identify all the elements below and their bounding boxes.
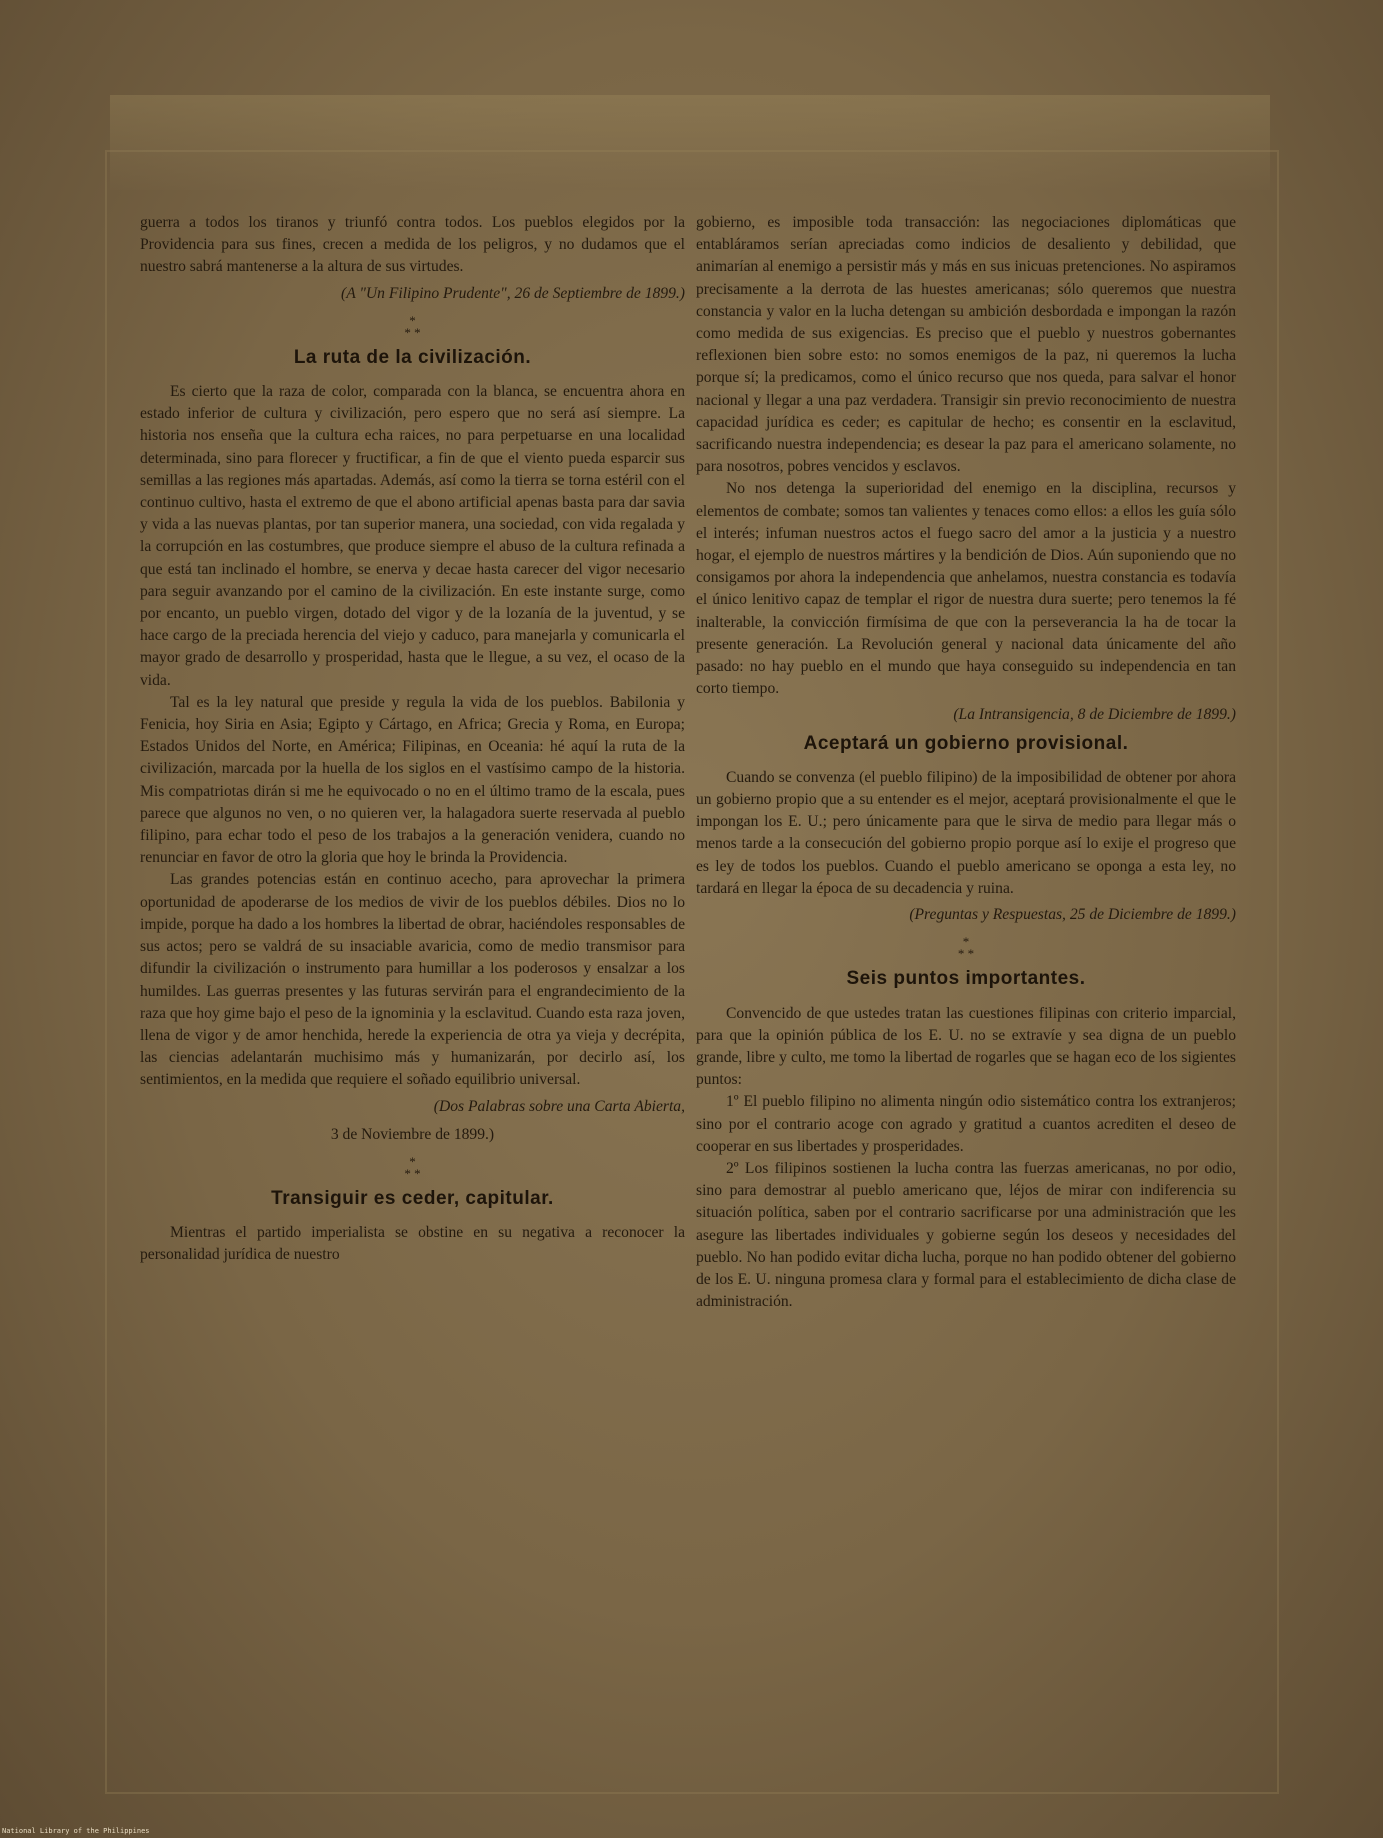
- citation-date: 3 de Noviembre de 1899.): [330, 1125, 495, 1143]
- paragraph: Es cierto que la raza de color, comparada con la blanca, se encuentra ahora en estado inferior de cultura y civilización, pero espero que no será así siempre. La historia nos enseña que la cultura echa raices, no para perpetuarse en una localidad determinada, sino para florecer y fructificar, a fin de que el viento pueda esparcir sus semillas a las regiones más apartadas. Además, así como la tierra se torna estéril con el continuo cultivo, hasta el extremo de que el abono artificial apenas basta para dar savia y vida a las nuevas plantas, por tan superior manera, una sociedad, con vida regalada y la corrupción en las costumbres, que produce siempre el abuso de la cultura refinada a que está tan inclinado el hombre, se enerva y decae hasta carecer del vigor necesario para seguir avanzando por el camino de la civilización. En este instante surge, como por encanto, un pueblo virgen, dotado del vigor y de la lozanía de la juventud, y se hace cargo de la preciada herencia del viejo y caduco, para manejarla y comunicarla el mayor grado de desarrollo y prosperidad, hasta que le llegue, a su vez, el ocaso de la vida.: [140, 383, 685, 689]
- section-divider: * * *: [957, 934, 975, 962]
- left-column: [140, 212, 685, 1267]
- citation: (A "Un Filipino Prudente", 26 de Septiembre de 1899.): [341, 284, 685, 302]
- paragraph: gobierno, es imposible toda transacción: las negociaciones diplomáticas que entabláramos serían apreciadas como indicios de desaliento y debilidad, que animarían al enemigo a persistir más y más en sus inicuas pretenciones. No aspiramos precisamente a la derrota de las huestes americanas; sólo queremos que nuestra constancia y valor en la lucha detengan su ambición desbordada e impongan la razón como medida de sus exigencias. Es preciso que el pueblo y nuestros gobernantes reflexionen bien sobre esto: no somos enemigos de la paz, ni queremos la lucha porque sí; la predicamos, como el único recurso que nos queda, para salvar el honor nacional y llegar a una paz verdadera. Transigir sin previo reconocimiento de nuestra capacidad jurídica es ceder; es capitular de hecho; es consentir en la esclavitud, sacrificando nuestra independencia; es desear la paz para el americano solamente, no para nosotros, pobres vencidos y esclavos.: [696, 214, 1236, 476]
- paragraph: guerra a todos los tiranos y triunfó contra todos. Los pueblos elegidos por la Providencia para sus fines, crecen a medida de los peligros, y no dudamos que el nuestro sabrá mantenerse a la altura de sus virtudes.: [140, 214, 685, 276]
- section-heading: Transiguir es ceder, capitular.: [271, 1187, 554, 1209]
- citation: (Preguntas y Respuestas, 25 de Diciembre de 1899.): [909, 906, 1236, 924]
- paragraph: Convencido de que ustedes tratan las cuestiones filipinas con criterio imparcial, para que la opinión pública de los E. U. no se extravíe y sea digna de un pueblo grande, libre y culto, me tomo la libertad de rogarles que se hagan eco de los sigientes puntos:: [696, 1004, 1236, 1089]
- citation: (La Intransigencia, 8 de Diciembre de 1899.): [953, 706, 1236, 724]
- paragraph: Las grandes potencias están en continuo acecho, para aprovechar la primera oportunidad de apoderarse de los medios de vivir de los pueblos débiles. Dios no lo impide, porque ha dado a los hombres la libertad de obrar, haciéndoles responsables de sus actos; pero se valdrá de su insaciable avaricia, como de medio transmisor para difundir la civilización o instrumento para humillar a los poderosos y ensalzar a los humildes. Las guerras presentes y las futuras servirán para el engrandecimiento de la raza que hoy gime bajo el peso de la ignominia y la esclavitud. Cuando esta raza joven, llena de vigor y de amor henchida, herede la experiencia de otra ya vieja y decrépita, las ciencias adelantarán muchisimo más y humanizarán, por decirlo así, los sentimientos, en la medida que requiere el soñado equilibrio universal.: [140, 871, 685, 1089]
- section-divider: * * *: [404, 312, 421, 340]
- section-divider: * * *: [404, 1153, 421, 1181]
- citation: (Dos Palabras sobre una Carta Abierta,: [433, 1097, 685, 1115]
- paragraph: No nos detenga la superioridad del enemigo en la disciplina, recursos y elementos de combate; somos tan valientes y tenaces como ellos: a ellos les guía sólo el interés; infuman nuestros actos el fuego sacro del amor a la justicia y a nuestro hogar, el ejemplo de nuestros mártires y la bendición de Dios. Aún suponiendo que no consigamos por ahora la independencia que anhelamos, nuestra constancia es todavía el único lenitivo capaz de templar el rigor de nuestra dura suerte; pero tenemos la fé inalterable, la convicción firmísima de que con la perseverancia la ha de tocar la presente generación. La Revolución general y nacional data únicamente del año pasado: no hay pueblo en el mundo que haya conseguido su independencia en tan corto tiempo.: [696, 480, 1236, 698]
- paragraph: Cuando se convenza (el pueblo filipino) de la imposibilidad de obtener por ahora un gobierno propio que a su entender es el mejor, aceptará provisionalmente el que le impongan los E. U.; pero únicamente para que le sirva de medio para llegar más o menos tarde a la consecución del gobierno propio porque así lo exije el progreso que es ley de todos los pueblos. Cuando el pueblo americano se oponga a esta ley, no tardará en llegar la época de su decadencia y ruina.: [696, 768, 1236, 897]
- paragraph: 2º Los filipinos sostienen la lucha contra las fuerzas americanas, no por odio, sino para demostrar al pueblo americano que, léjos de mirar con indiferencia su situación política, saben por el contrario sacrificarse por una administración que les asegure las libertades individuales y gobierne según los deseos y necesidades del pueblo. No han podido evitar dicha lucha, porque no han podido obtener del gobierno de los E. U. ninguna promesa clara y formal para el establecimiento de dicha clase de administración.: [696, 1159, 1236, 1311]
- section-heading: La ruta de la civilización.: [293, 346, 532, 368]
- paragraph: Tal es la ley natural que preside y regula la vida de los pueblos. Babilonia y Fenicia, hoy Siria en Asia; Egipto y Cártago, en Africa; Grecia y Roma, en Europa; Estados Unidos del Norte, en América; Filipinas, en Oceania: hé aquí la ruta de la civilización, marcada por la huella de los siglos en el vastísimo campo de la historia. Mis compatriotas dirán si me he equivocado o no en el último tramo de la escala, pues parece que algunos no ven, o no quieren ver, la halagadora suerte reservada al pueblo filipino, para echar todo el peso de los trabajos a la generación venidera, cuando no renunciar en favor de otro la gloria que hoy le brinda la Providencia.: [140, 693, 685, 867]
- right-column: [696, 212, 1236, 1313]
- library-watermark: National Library of the Philippines: [2, 1827, 150, 1835]
- section-heading: Aceptará un gobierno provisional.: [803, 732, 1129, 754]
- paragraph: 1º El pueblo filipino no alimenta ningún odio sistemático contra los extranjeros; sino por el contrario acoge con agrado y gratitud a cuantos acrediten el deseo de cooperar en sus libertades y prosperidades.: [696, 1093, 1236, 1155]
- paragraph: Mientras el partido imperialista se obstine en su negativa a reconocer la personalidad jurídica de nuestro: [140, 1224, 685, 1264]
- section-heading: Seis puntos importantes.: [846, 968, 1086, 990]
